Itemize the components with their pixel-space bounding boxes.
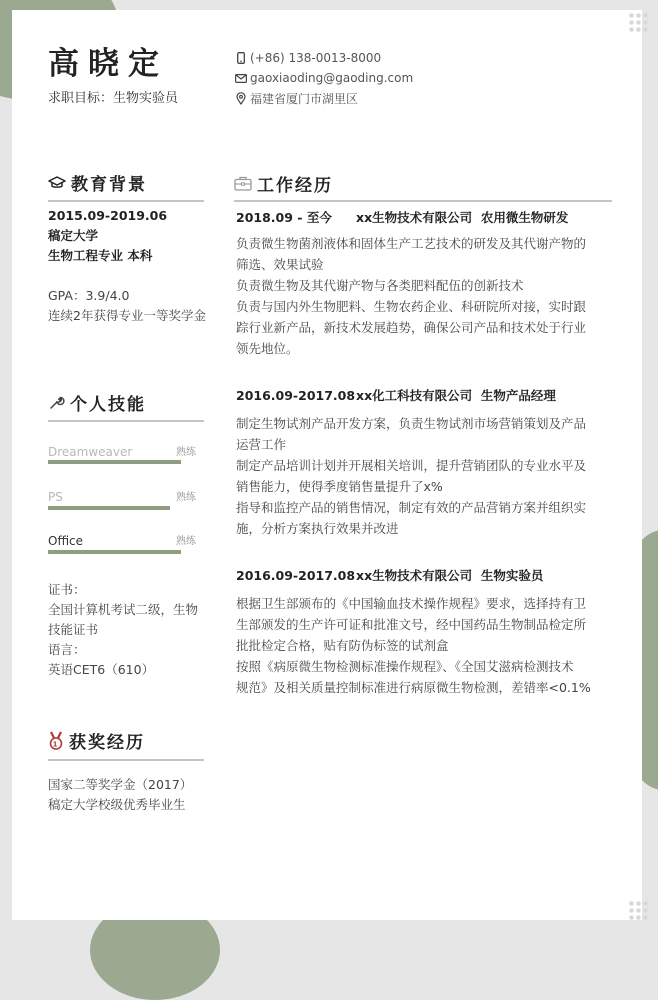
job-company: xx化工科技有限公司 (356, 388, 473, 403)
skill-level-ps: 熟练 (176, 492, 196, 503)
education-period: 2015.09-2019.06 (48, 208, 168, 223)
skills-divider (48, 420, 204, 422)
contact-email (234, 68, 413, 88)
contact-phone (234, 48, 413, 68)
phone-text: (+86) 138-0013-8000 (250, 51, 382, 65)
lang-value: 英语CET6（610） (48, 662, 155, 677)
job-target: 求职目标：生物实验员 (48, 91, 179, 106)
education-gpa: GPA：3.9/4.0 (48, 288, 130, 303)
education-title: 教育背景 (48, 170, 147, 195)
job-period: 2016.09-2017.08 (236, 388, 356, 403)
job-period: 2018.09 - 至今 (236, 210, 332, 225)
wrench-icon (48, 394, 65, 411)
skills-title: 个人技能 (48, 390, 146, 415)
email-text: gaoxiaoding@gaoding.com (250, 71, 414, 85)
job-company: xx生物技术有限公司 (356, 210, 473, 225)
awards-title: 1 获奖经历 (48, 728, 145, 753)
location-icon (234, 92, 248, 105)
contact-location (234, 88, 413, 108)
dot-grid-decor (628, 900, 648, 920)
award-item-2: 稿定大学校级优秀毕业生 (48, 797, 186, 812)
skill-bar-office (48, 550, 181, 554)
location-text: 福建省厦门市湖里区 (250, 91, 359, 106)
skill-name-ps: PS (48, 490, 63, 504)
awards-divider (48, 759, 204, 761)
phone-icon (234, 52, 248, 64)
medal-icon (48, 731, 64, 751)
lang-label: 语言： (48, 642, 86, 657)
job-role: 农用微生物研发 (480, 210, 569, 225)
skill-name-dreamweaver: Dreamweaver (48, 445, 133, 459)
graduation-cap-icon (48, 175, 66, 191)
mail-icon (234, 74, 248, 83)
education-major: 生物工程专业 本科 (48, 248, 153, 263)
svg-text:1: 1 (52, 740, 60, 748)
dot-grid-decor (628, 12, 648, 32)
job-header-1 (236, 208, 568, 226)
job-header-2 (236, 386, 556, 404)
briefcase-icon (234, 176, 252, 191)
job-company: xx生物技术有限公司 (356, 568, 473, 583)
resume-page (12, 10, 642, 920)
skill-level-dreamweaver: 熟练 (176, 447, 196, 458)
candidate-name: 高晓定 (48, 46, 168, 82)
cert-label: 证书： (48, 582, 86, 597)
education-divider (48, 200, 204, 202)
skill-level-office: 熟练 (176, 536, 196, 547)
education-award: 连续2年获得专业一等奖学金 (48, 308, 206, 323)
work-divider (234, 200, 612, 202)
job-role: 生物实验员 (480, 568, 544, 583)
job-role: 生物产品经理 (480, 388, 556, 403)
award-item-1: 国家二等奖学金（2017） (48, 777, 193, 792)
job-description-1: 负责微生物菌剂液体和固体生产工艺技术的研发及其代谢产物的 筛选、效果试验 负责微生物及其代谢产物与各类肥料配伍的创新技术 负责与国内外生物肥料、生物农药企业、科研院所对接，实时跟 踪行业新产品，新技术发展趋势，确保公司产品和技术处于行业 领先地位。 (236, 236, 587, 356)
skill-name-office: Office (48, 534, 84, 548)
contact-list (234, 48, 413, 108)
job-period: 2016.09-2017.08 (236, 568, 356, 583)
cert-line-1: 全国计算机考试二级，生物 (48, 602, 199, 617)
cert-line-2: 技能证书 (48, 622, 99, 637)
skill-bar-ps (48, 506, 170, 510)
work-title: 工作经历 (234, 171, 333, 196)
job-header-3 (236, 566, 543, 584)
job-description-3: 根据卫生部颁布的《中国输血技术操作规程》要求，选择持有卫 生部颁发的生产许可证和批准文号，经中国药品生物制品检定所 批批检定合格，贴有防伪标签的试剂盒 按照《病原微生物检测标准操作规程》、《全国艾滋病检测技术 规范》及相关质量控制标准进行病原微生物检测，差错率<0.1% (236, 596, 591, 695)
job-description-2: 制定生物试剂产品开发方案，负责生物试剂市场营销策划及产品 运营工作 制定产品培训计划并开展相关培训，提升营销团队的专业水平及 销售能力，使得季度销售量提升了x% 指导和监控产品的销售情况，制定有效的产品营销方案并组织实 施，分析方案执行效果并改进 (236, 416, 587, 536)
education-school: 稿定大学 (48, 228, 99, 243)
skill-bar-dreamweaver (48, 460, 181, 464)
